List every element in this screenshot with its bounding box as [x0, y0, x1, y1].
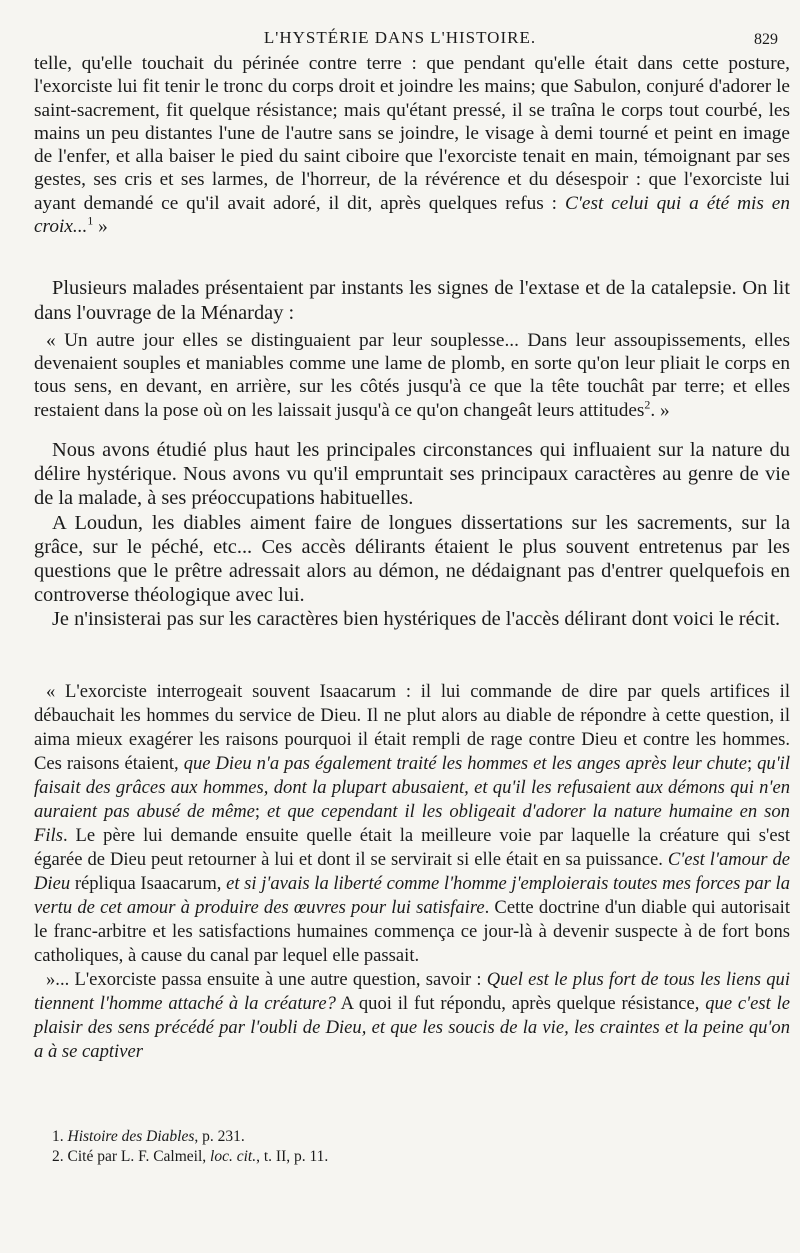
footnote-rest: , t. II, p. 11.: [256, 1148, 329, 1165]
footnotes: [52, 1127, 792, 1167]
text: . Le père lui demande ensuite quelle était la meilleure voie par laquelle la créature qui s'est égarée de Dieu peut retourner à lui et dont il se servirait si elle était en sa puissance.: [34, 824, 790, 870]
quote-isaacarum: [34, 680, 790, 968]
page-header: [0, 22, 800, 50]
text: répliqua Isaacarum,: [70, 872, 227, 894]
text: »: [93, 216, 108, 238]
paragraph-delirium-nature: Nous avons étudié plus haut les principales circonstances qui influaient sur la nature du délire hystérique. Nous avons vu qu'il empruntait ses principaux caractères au genre de vie de la malade, à ses préoccupations habituelles.: [34, 438, 790, 510]
footnote-ref-1: 1: [87, 213, 94, 228]
footnote-number: 2.: [52, 1148, 68, 1165]
text: ;: [746, 752, 758, 774]
paragraph-loudun-diables: A Loudun, les diables aiment faire de longues dissertations sur les sacrements, sur la grâce, sur le péché, etc... Ces accès délirants étaient le plus souvent entretenus par les questions que le prêtre adressait alors au démon, ne dédaignant pas d'entrer quelquefois en controverse théologique avec lui.: [34, 511, 790, 607]
footnote-2: [52, 1147, 792, 1167]
quote-italic: C'est celui qui a été mis en croix...: [34, 192, 790, 238]
page-number: 829: [754, 31, 778, 48]
text: . Cette doctrine d'un diable qui autorisait le franc-arbitre et les satisfactions humaines commença ce jour-là à devenir suspecte à de fort bons catholiques, à cause du canal par lequel elle passait.: [34, 896, 791, 966]
footnote-number: 1.: [52, 1128, 68, 1145]
paragraph-recit-intro: Je n'insisterai pas sur les caractères bien hystériques de l'accès délirant dont voici le récit.: [52, 608, 781, 631]
footnote-source: loc. cit.: [210, 1148, 257, 1165]
text: « L'exorciste interrogeait souvent Isaacarum : il lui commande de dire par quels artifices il débauchait les hommes du service de Dieu. Il ne plut alors au diable de répondre à cette question, il aima mieux exagérer les raisons pourquoi il était rempli de rage contre Dieu et contre les hommes. Ces raisons étaient,: [34, 680, 790, 774]
italic-text: que c'est le plaisir des sens précédé par l'oubli de Dieu, et que les soucis de la vie, les craintes et la peine qu'on a à se captiver: [34, 992, 791, 1062]
paragraph-exorcism-sabulon: [34, 52, 790, 238]
footnote-ref-2: 2: [644, 397, 651, 412]
text: « Un autre jour elles se distinguaient par leur souplesse... Dans leur assoupissements, elles devenaient souples et maniables comme une lame de plomb, en sorte qu'on leur pliait le corps en tous sens, en devant, en arrière, sur les côtés jusqu'à ce que la tête touchât par terre; et elles restaient dans la pose où on les laissait jusqu'à ce qu'on changeât leurs attitudes: [34, 329, 790, 421]
quote-liens-creature: [34, 968, 790, 1064]
footnote-lead: Cité par L. F. Calmeil,: [67, 1148, 211, 1165]
footnote-source: Histoire des Diables: [67, 1128, 195, 1145]
italic-text: et que cependant il les obligeait d'adorer la nature humaine en son Fils: [34, 800, 790, 846]
italic-text: C'est l'amour de Dieu: [34, 848, 790, 894]
text: . »: [650, 399, 670, 421]
running-title: L'HYSTÉRIE DANS L'HISTOIRE.: [263, 28, 537, 47]
text: ;: [254, 800, 267, 822]
italic-text: qu'il faisait des grâces aux hommes, dont la plupart abusaient, et qu'il les refusaient aux démons qui n'en auraient pas abusé de même: [34, 752, 790, 822]
quote-menarday: [34, 329, 790, 422]
text: telle, qu'elle touchait du périnée contre terre : que pendant qu'elle était dans cette posture, l'exorciste lui fit tenir le tronc du corps droit et joindre les mains; que Sabulon, conjuré d'adorer le saint-sacrement, fit quelque résistance; mais qu'étant pressé, il se traîna le corps tout courbé, les mains un peu distantes l'une de l'autre sans se joindre, le visage à demi tourné et peint en image de l'enfer, et alla baiser le pied du saint ciboire que l'exorciste tenait en main, témoignant par ses gestes, ses cris et ses larmes, de l'horreur, de la révérence et du désespoir : que l'exorciste lui ayant demandé ce qu'il avait adoré, il dit, après quelques refus :: [34, 53, 790, 214]
footnote-1: [52, 1127, 792, 1147]
text: »... L'exorciste passa ensuite à une autre question, savoir :: [46, 968, 487, 990]
paragraph-ecstasy-catalepsy: Plusieurs malades présentaient par instants les signes de l'extase et de la catalepsie. On lit dans l'ouvrage de la Ménarday :: [34, 277, 790, 324]
page-body: [34, 52, 790, 1064]
italic-text: et si j'avais la liberté comme l'homme j'emploierais toutes mes forces par la vertu de cet amour à produire des œuvres pour lui satisfaire: [34, 872, 790, 918]
text: A quoi il fut répondu, après quelque résistance,: [335, 992, 706, 1014]
italic-text: que Dieu n'a pas également traité les hommes et les anges après leur chute: [183, 752, 747, 774]
footnote-rest: , p. 231.: [194, 1128, 245, 1145]
italic-text: Quel est le plus fort de tous les liens qui tiennent l'homme attaché à la créature?: [34, 968, 790, 1014]
